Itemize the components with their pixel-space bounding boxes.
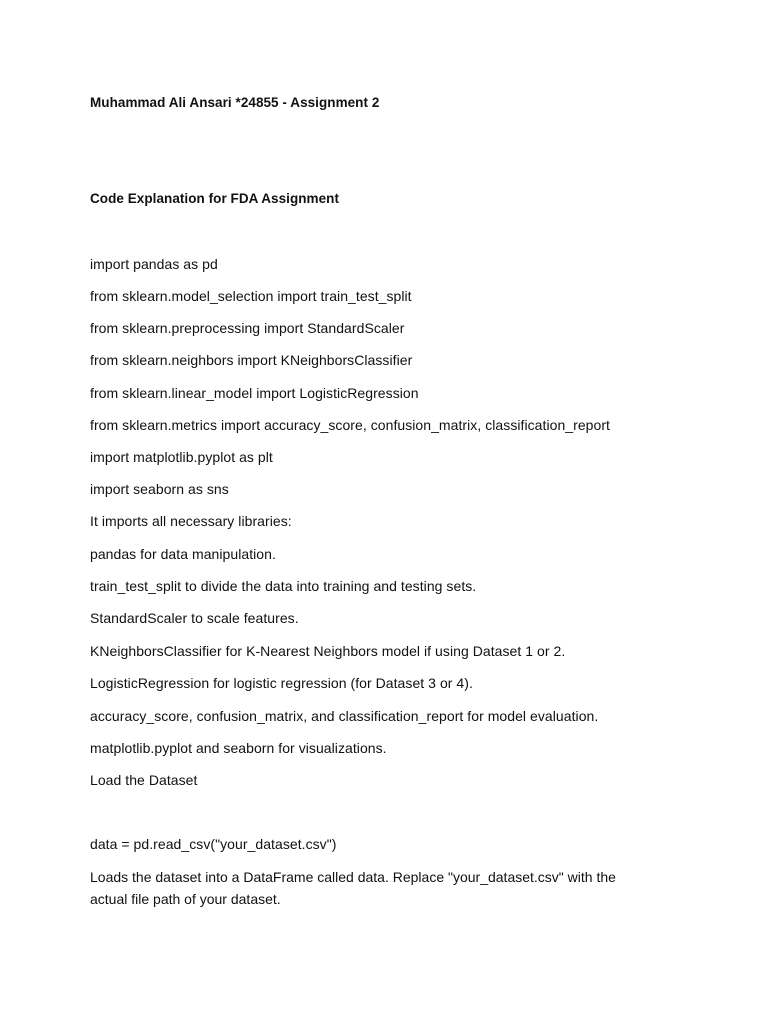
explanation-item: matplotlib.pyplot and seaborn for visualizations. — [90, 740, 387, 756]
code-line: import seaborn as sns — [90, 481, 229, 497]
explanation-intro: It imports all necessary libraries: — [90, 513, 292, 529]
code-line: from sklearn.preprocessing import StandardScaler — [90, 320, 405, 336]
explanation-item: KNeighborsClassifier for K-Nearest Neighbors model if using Dataset 1 or 2. — [90, 643, 566, 659]
code-line: import pandas as pd — [90, 256, 218, 272]
explanation-item: pandas for data manipulation. — [90, 546, 276, 562]
section-title: Code Explanation for FDA Assignment — [90, 191, 340, 206]
code-line: from sklearn.linear_model import LogisticRegression — [90, 385, 419, 401]
code-line: from sklearn.neighbors import KNeighborsClassifier — [90, 352, 413, 368]
code-line: from sklearn.model_selection import train_test_split — [90, 288, 412, 304]
load-code-line: data = pd.read_csv("your_dataset.csv") — [90, 836, 337, 852]
explanation-item: train_test_split to divide the data into training and testing sets. — [90, 578, 477, 594]
explanation-item: StandardScaler to scale features. — [90, 610, 299, 626]
explanation-item: accuracy_score, confusion_matrix, and classification_report for model evaluation. — [90, 708, 599, 724]
explanation-item: LogisticRegression for logistic regression (for Dataset 3 or 4). — [90, 675, 473, 691]
load-heading: Load the Dataset — [90, 772, 198, 788]
document-header: Muhammad Ali Ansari *24855 - Assignment 2 — [90, 95, 380, 110]
code-line: from sklearn.metrics import accuracy_score, confusion_matrix, classification_report — [90, 417, 610, 433]
code-line: import matplotlib.pyplot as plt — [90, 449, 273, 465]
load-explanation: Loads the dataset into a DataFrame called data. Replace "your_dataset.csv" with the actual file path of your dataset. — [90, 869, 616, 907]
